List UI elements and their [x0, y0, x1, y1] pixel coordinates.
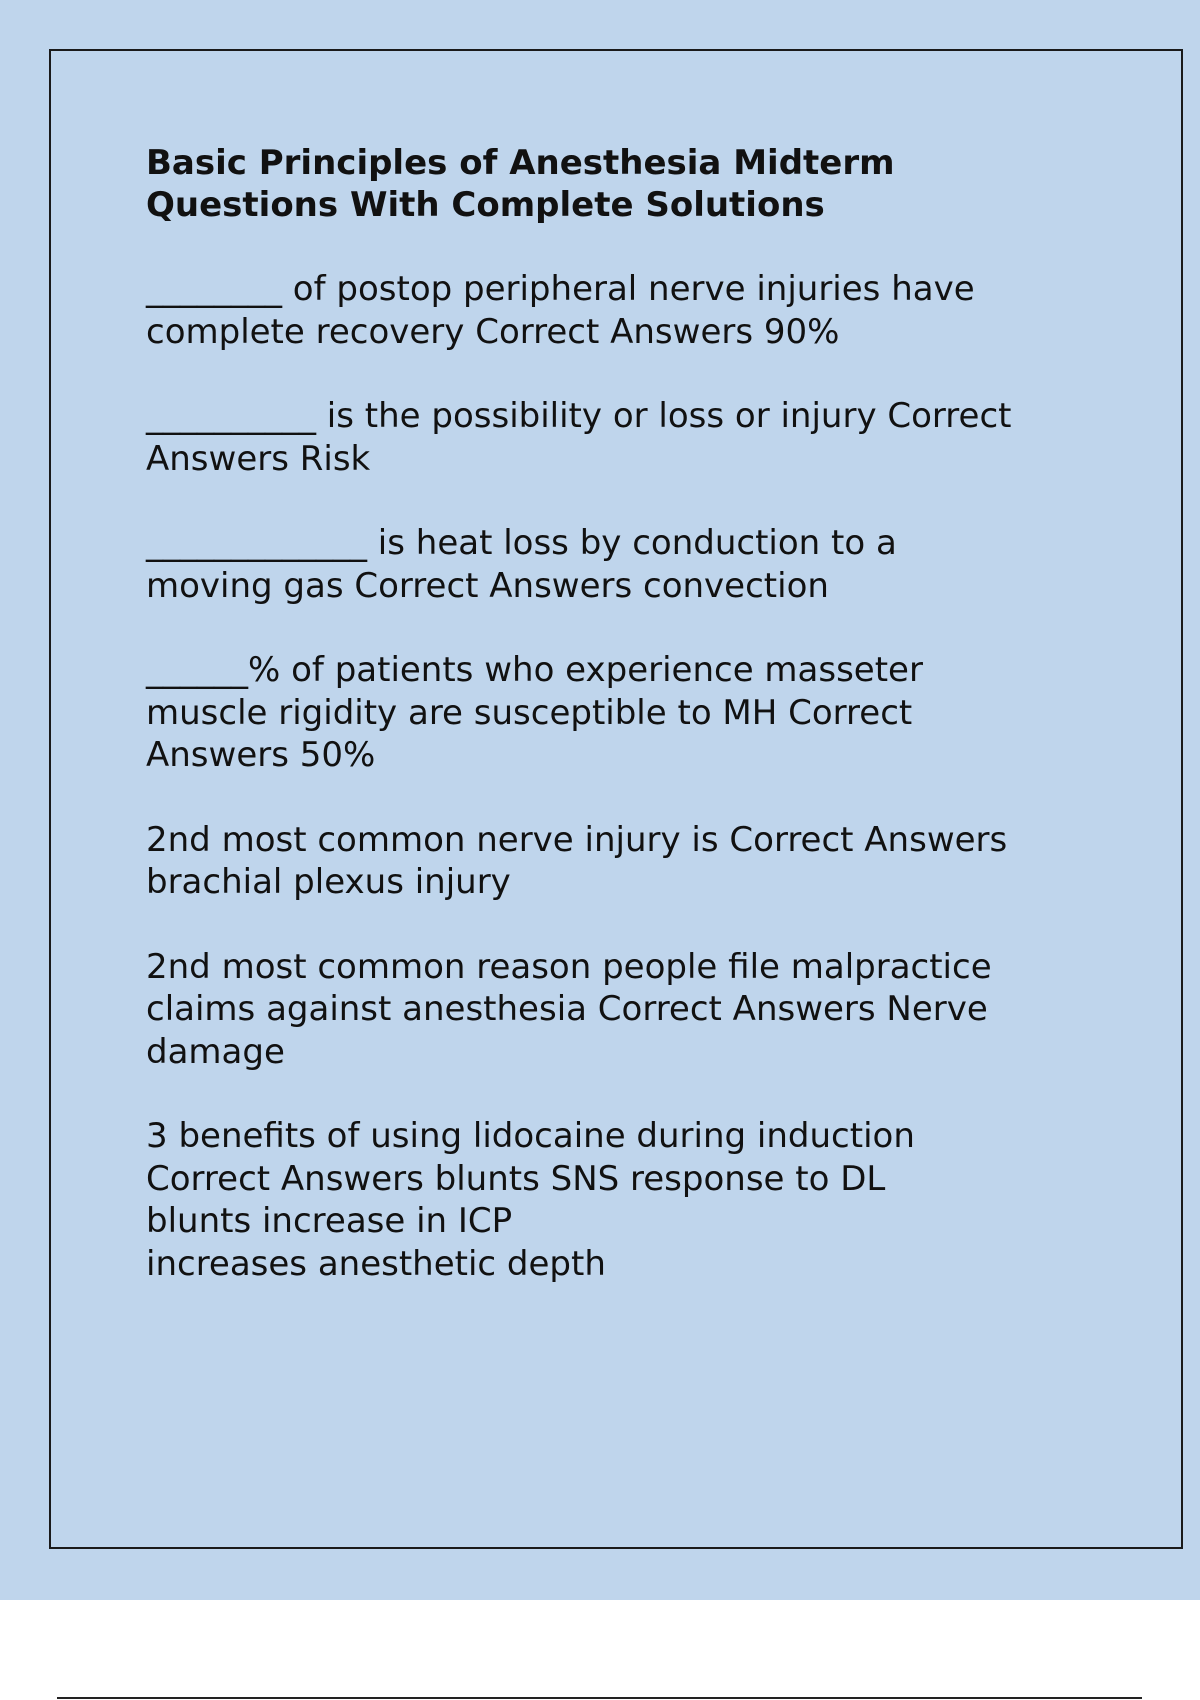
footer-divider [57, 1697, 1142, 1699]
qa-item-7: 3 benefits of using lidocaine during induction Correct Answers blunts SNS response to DL blunts increase in ICP increases anesthetic depth [146, 1116, 915, 1284]
qa-item-3: _____________ is heat loss by conduction to a moving gas Correct Answers convection [146, 523, 897, 606]
qa-item-1: ________ of postop peripheral nerve injuries have complete recovery Correct Answers 90% [146, 269, 975, 352]
document-body [146, 142, 1106, 1327]
qa-item-6: 2nd most common reason people file malpractice claims against anesthesia Correct Answers Nerve damage [146, 946, 992, 1072]
document-title: Basic Principles of Anesthesia Midterm Questions With Complete Solutions [146, 143, 895, 225]
qa-item-4: ______% of patients who experience masseter muscle rigidity are susceptible to MH Correct Answers 50% [146, 650, 923, 775]
qa-item-2: __________ is the possibility or loss or injury Correct Answers Risk [146, 396, 1012, 479]
qa-item-5: 2nd most common nerve injury is Correct Answers brachial plexus injury [146, 819, 1008, 902]
